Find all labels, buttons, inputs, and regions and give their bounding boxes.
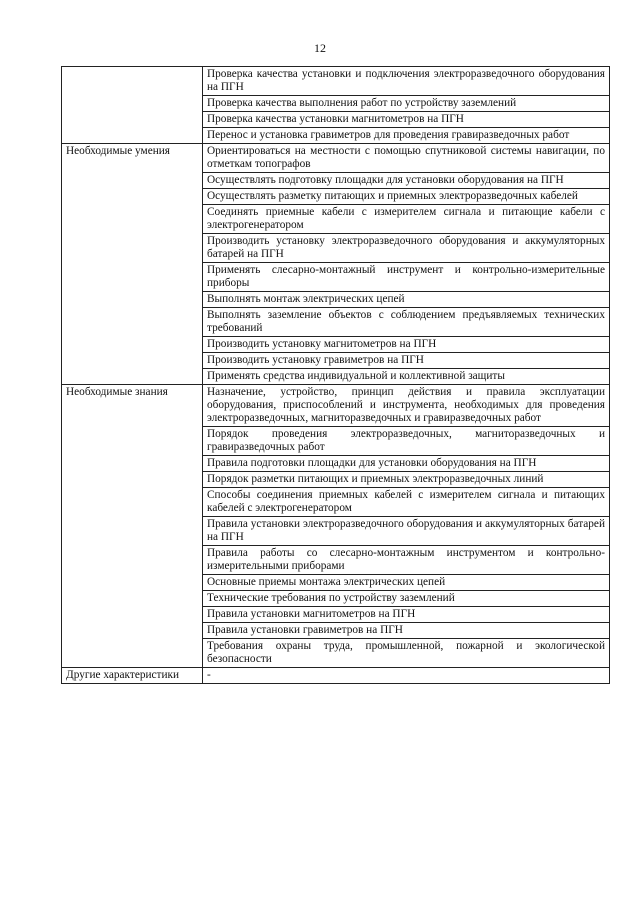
requirement-item: Проверка качества установки магнитометров на ПГН xyxy=(203,112,610,128)
requirement-item: Перенос и установка гравиметров для проведения гравиразведочных работ xyxy=(203,128,610,144)
table-row xyxy=(62,67,610,96)
requirement-item: Производить установку магнитометров на ПГН xyxy=(203,337,610,353)
requirement-item: Применять слесарно-монтажный инструмент и контрольно-измерительные приборы xyxy=(203,263,610,292)
requirement-item: Правила установки магнитометров на ПГН xyxy=(203,607,610,623)
requirement-item: Проверка качества установки и подключения электроразведочного оборудования на ПГН xyxy=(203,67,610,96)
requirement-item: Выполнять монтаж электрических цепей xyxy=(203,292,610,308)
requirement-item: Осуществлять подготовку площадки для установки оборудования на ПГН xyxy=(203,173,610,189)
requirement-item: Применять средства индивидуальной и коллективной защиты xyxy=(203,369,610,385)
requirement-item: Ориентироваться на местности с помощью спутниковой системы навигации, по отметкам топографов xyxy=(203,144,610,173)
requirement-item: Соединять приемные кабели с измерителем сигнала и питающие кабели с электрогенератором xyxy=(203,205,610,234)
table-row xyxy=(62,385,610,427)
requirement-item: Осуществлять разметку питающих и приемных электроразведочных кабелей xyxy=(203,189,610,205)
requirement-item: - xyxy=(203,668,610,684)
requirement-item: Правила работы со слесарно-монтажным инструментом и контрольно-измерительными приборами xyxy=(203,546,610,575)
requirement-item: Порядок проведения электроразведочных, магниторазведочных и гравиразведочных работ xyxy=(203,427,610,456)
requirement-item: Способы соединения приемных кабелей с измерителем сигнала и питающих кабелей с электрогенератором xyxy=(203,488,610,517)
requirements-table-body xyxy=(62,67,610,684)
section-label: Необходимые знания xyxy=(62,385,203,668)
section-label: Другие характеристики xyxy=(62,668,203,684)
requirements-table xyxy=(61,66,610,684)
requirement-item: Производить установку гравиметров на ПГН xyxy=(203,353,610,369)
requirement-item: Основные приемы монтажа электрических цепей xyxy=(203,575,610,591)
requirement-item: Правила установки гравиметров на ПГН xyxy=(203,623,610,639)
requirement-item: Проверка качества выполнения работ по устройству заземлений xyxy=(203,96,610,112)
requirement-item: Технические требования по устройству заземлений xyxy=(203,591,610,607)
requirement-item: Требования охраны труда, промышленной, пожарной и экологической безопасности xyxy=(203,639,610,668)
table-row xyxy=(62,668,610,684)
table-row xyxy=(62,144,610,173)
requirement-item: Правила подготовки площадки для установки оборудования на ПГН xyxy=(203,456,610,472)
requirement-item: Выполнять заземление объектов с соблюдением предъявляемых технических требований xyxy=(203,308,610,337)
requirement-item: Назначение, устройство, принцип действия и правила эксплуатации оборудования, приспособлений и инструмента, необходимых для проведения электроразведочных, магниторазведочных и гравиразведочных работ xyxy=(203,385,610,427)
page-number: 12 xyxy=(314,41,326,55)
requirement-item: Правила установки электроразведочного оборудования и аккумуляторных батарей на ПГН xyxy=(203,517,610,546)
section-label xyxy=(62,67,203,144)
requirement-item: Производить установку электроразведочного оборудования и аккумуляторных батарей на ПГН xyxy=(203,234,610,263)
section-label: Необходимые умения xyxy=(62,144,203,385)
requirement-item: Порядок разметки питающих и приемных электроразведочных линий xyxy=(203,472,610,488)
